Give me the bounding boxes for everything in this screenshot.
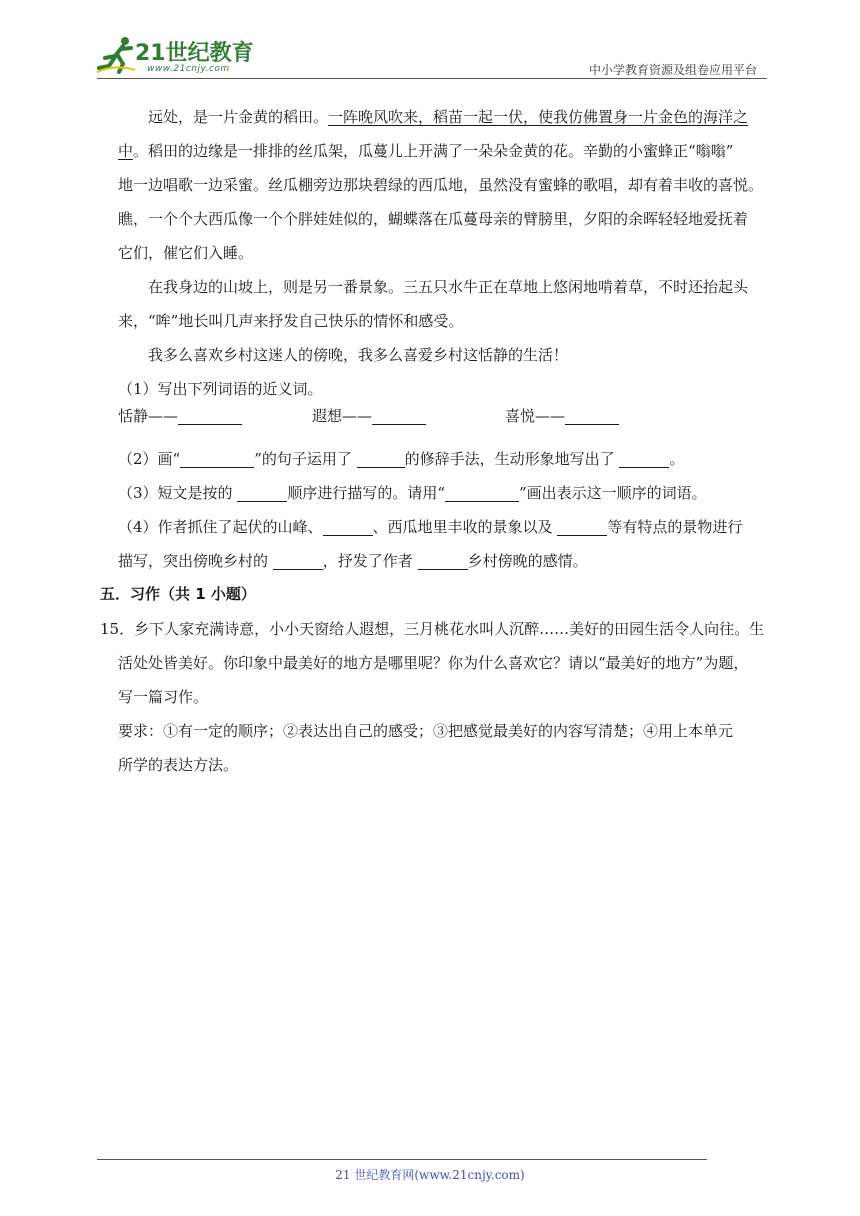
header-divider (97, 78, 767, 79)
essay-requirements (118, 714, 763, 748)
text-run: 顺序进行描写的。请用“ (287, 484, 445, 502)
text-run: 的修辞手法，生动形象地写出了 (404, 450, 620, 468)
answer-blank[interactable] (619, 449, 669, 468)
passage-line (118, 304, 763, 338)
logo-url: www.21cnjy.com (147, 64, 230, 74)
text-run: 所学的表达方法。 (118, 756, 239, 774)
synonym-word: 遐想—— (312, 407, 373, 425)
text-run: 它们，催它们入睡。 (118, 244, 254, 262)
page-header (95, 30, 765, 80)
question-4 (118, 510, 763, 544)
passage-line (118, 236, 763, 270)
answer-blank[interactable] (273, 551, 323, 570)
text-run: （2）画“ (118, 450, 181, 468)
synonym-item (118, 405, 242, 426)
text-run: 15．乡下人家充满诗意，小小天窗给人遐想，三月桃花水叫人沉醉……美好的田园生活令人向往。生 (100, 620, 765, 638)
logo-wordmark: 21世纪教育 (135, 41, 254, 66)
text-run: 写一篇习作。 (118, 688, 209, 706)
text-run: 远处，是一片金黄的稻田。 (148, 108, 329, 126)
text-run: ”画出表示这一顺序的词语。 (518, 484, 707, 502)
synonym-word: 喜悦—— (505, 407, 566, 425)
footer-divider (97, 1159, 707, 1160)
synonym-item (312, 405, 426, 426)
essay-prompt-line (118, 680, 763, 714)
text-run: 活处处皆美好。你印象中最美好的地方是哪里呢？你为什么喜欢它？请以“最美好的地方”为题， (118, 654, 749, 672)
answer-blank[interactable] (180, 449, 254, 468)
text-run: 地一边唱歌一边采蜜。丝瓜棚旁边那块碧绿的西瓜地，虽然没有蜜蜂的歌唱，却有着丰收的喜悦。 (118, 176, 764, 194)
text-run: 描写，突出傍晚乡村的 (118, 552, 273, 570)
question-1 (118, 372, 763, 406)
text-run: 等有特点的景物进行 (607, 518, 743, 536)
text-run: ”的句子运用了 (254, 450, 357, 468)
essay-requirements-cont (118, 748, 763, 782)
section-title: 五．习作（共 1 小题） (100, 585, 256, 603)
text-run: 来，“哞”地长叫几声来抒发自己快乐的情怀和感受。 (118, 312, 464, 330)
answer-blank[interactable] (565, 406, 619, 425)
answer-blank[interactable] (357, 449, 405, 468)
passage-line (118, 134, 763, 168)
platform-name: 中小学教育资源及组卷应用平台 (588, 63, 757, 77)
site-logo[interactable] (95, 34, 265, 74)
text-run: 我多么喜欢乡村这迷人的傍晚，我多么喜爱乡村这恬静的生活！ (148, 346, 569, 364)
passage-line (118, 338, 763, 372)
question-text: （1）写出下列词语的近义词。 (118, 380, 323, 398)
text-run: （3）短文是按的 (118, 484, 238, 502)
essay-prompt-line (100, 612, 765, 646)
runner-logo-icon (95, 34, 139, 74)
question-4-cont (118, 544, 763, 578)
answer-blank[interactable] (178, 406, 242, 425)
text-run: 。稻田的边缘是一排排的丝瓜架，瓜蔓儿上开满了一朵朵金黄的花。辛勤的小蜜蜂正“嗡嗡” (133, 142, 734, 160)
underlined-sentence: 一阵晚风吹来，稻苗一起一伏，使我仿佛置身一片金色的海洋之 (328, 108, 749, 126)
answer-blank[interactable] (445, 483, 519, 502)
answer-blank[interactable] (237, 483, 287, 502)
text-run: （4）作者抓住了起伏的山峰、 (118, 518, 323, 536)
text-run: 。 (669, 450, 685, 468)
text-run: 瞧，一个个大西瓜像一个个胖娃娃似的，蝴蝶落在瓜蔓母亲的臂膀里，夕阳的余晖轻轻地爱抚着 (118, 210, 749, 228)
synonym-word: 恬静—— (118, 407, 179, 425)
underlined-sentence: 中 (118, 142, 134, 160)
passage-line (118, 270, 763, 304)
answer-blank[interactable] (418, 551, 468, 570)
question-3 (118, 476, 763, 510)
text-run: 在我身边的山坡上，则是另一番景象。三五只水牛正在草地上悠闲地啃着草，不时还抬起头 (148, 278, 749, 296)
synonym-item (505, 405, 619, 426)
passage-line (118, 202, 763, 236)
answer-blank[interactable] (323, 517, 373, 536)
text-run: 乡村傍晚的感情。 (467, 552, 588, 570)
text-run: 要求：①有一定的顺序；②表达出自己的感受；③把感觉最美好的内容写清楚；④用上本单元 (118, 722, 734, 740)
essay-prompt-line (118, 646, 763, 680)
text-run: 、西瓜地里丰收的景象以及 (372, 518, 558, 536)
question-2 (118, 442, 763, 476)
answer-blank[interactable] (372, 406, 426, 425)
footer-link[interactable]: 21 世纪教育网(www.21cnjy.com) (335, 1168, 525, 1182)
answer-blank[interactable] (557, 517, 607, 536)
passage-line (118, 100, 763, 134)
text-run: ，抒发了作者 (322, 552, 418, 570)
passage-line (118, 168, 763, 202)
